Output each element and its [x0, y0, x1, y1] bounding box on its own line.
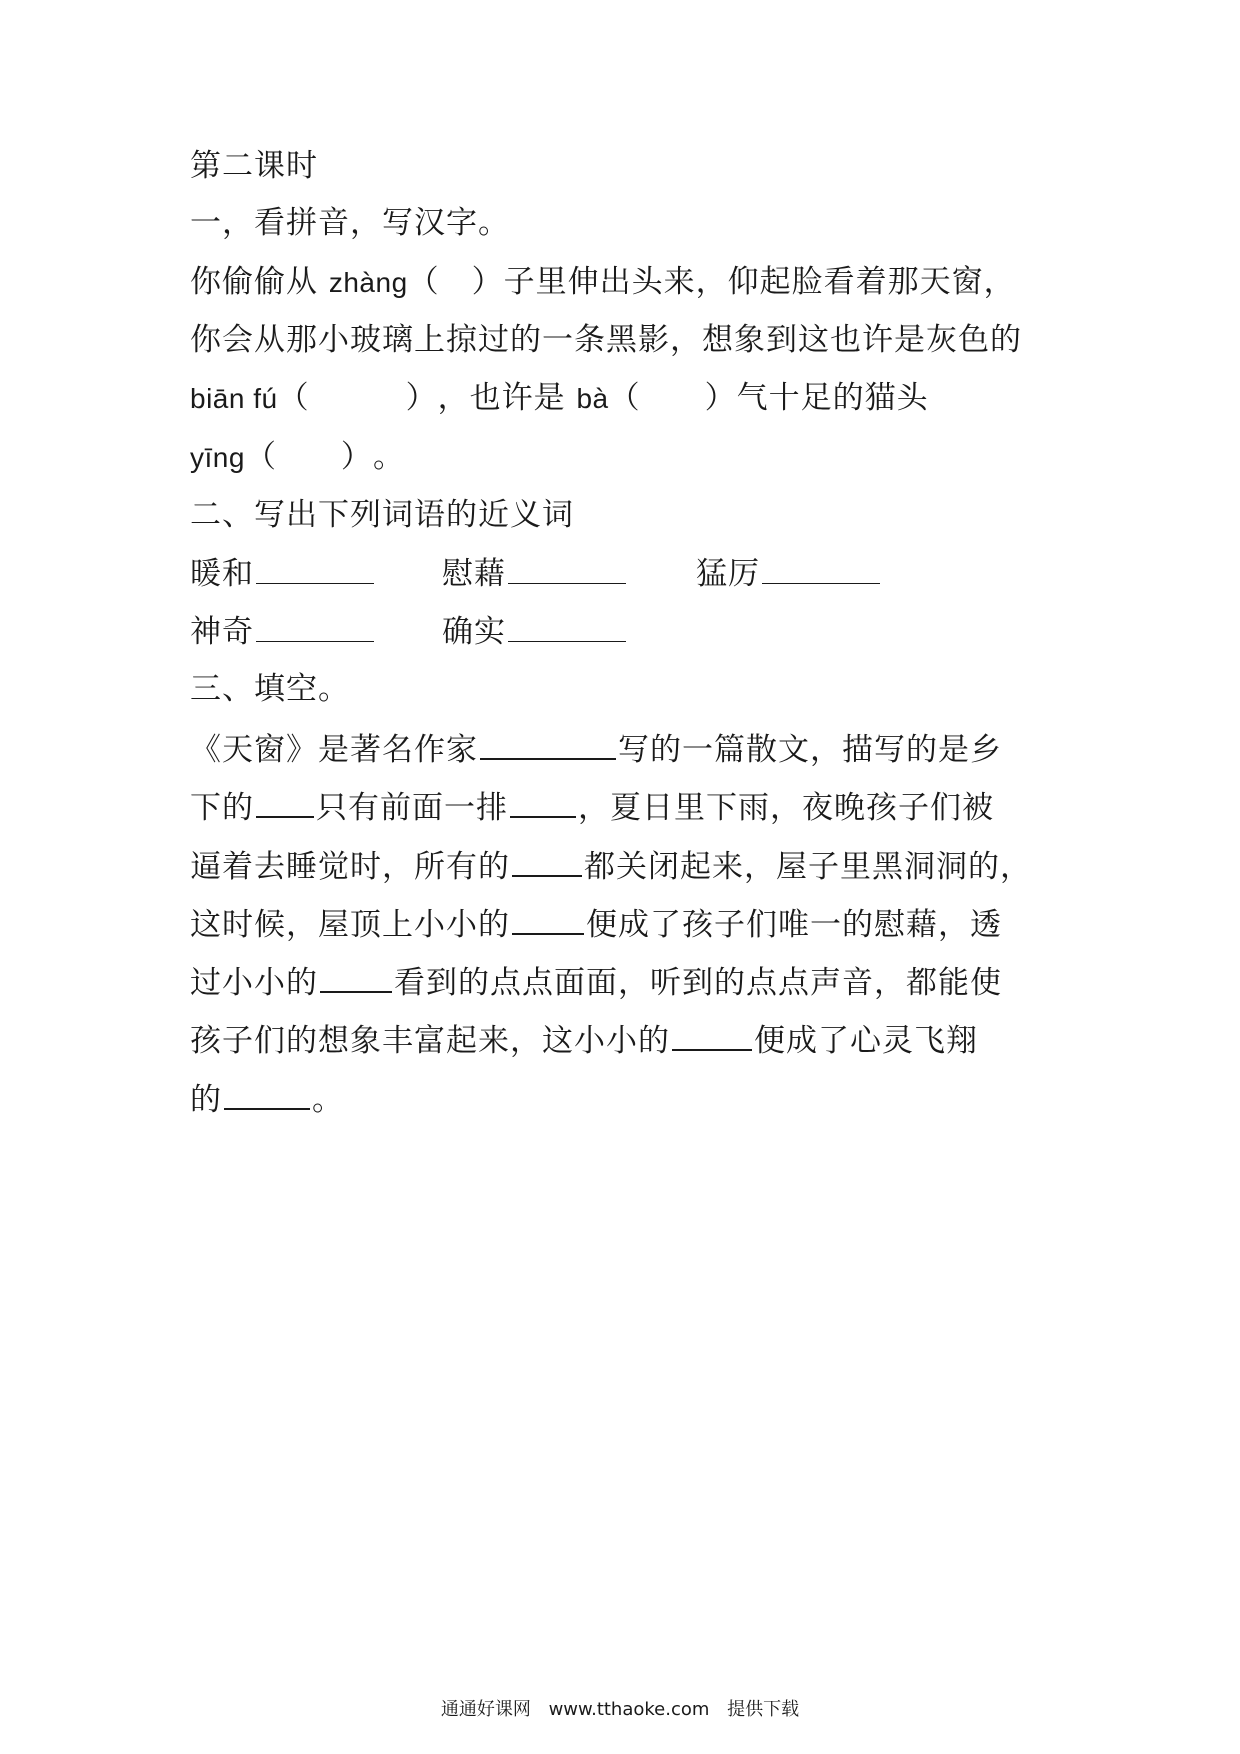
answer-paren[interactable]: （ ） [407, 264, 504, 300]
lesson-title: 第二课时 [190, 148, 318, 184]
synonym-item: 猛厉 [696, 553, 882, 594]
fill-line: 这时候，屋顶上小小的 便成了孩子们唯一的慰藉，透 [190, 903, 1002, 945]
answer-blank[interactable] [762, 553, 880, 584]
synonym-item: 神奇 [190, 611, 376, 652]
section2-heading: 二、写出下列词语的近义词 [190, 497, 574, 533]
pinyin-ying: yīng [190, 442, 245, 473]
synonym-item: 暖和 [190, 553, 376, 594]
fill-line: 过小小的 看到的点点面面，听到的点点声音，都能使 [190, 961, 1002, 1003]
pinyin-ba: bà [576, 383, 609, 414]
pinyin-zhang: zhàng [328, 267, 408, 298]
answer-paren[interactable]: （ ） [608, 380, 737, 416]
answer-blank[interactable] [672, 1019, 752, 1051]
fill-line: 下的 只有前面一排 ，夏日里下雨，夜晚孩子们被 [190, 786, 994, 828]
answer-blank[interactable] [512, 845, 582, 877]
synonym-item: 慰藉 [442, 553, 628, 594]
answer-blank[interactable] [508, 553, 626, 584]
answer-paren[interactable]: （ ） [244, 439, 373, 475]
section3-heading: 三、填空。 [190, 671, 350, 707]
section1-heading: 一，看拼音，写汉字。 [190, 205, 510, 241]
answer-blank[interactable] [512, 903, 584, 935]
answer-paren[interactable]: （ ） [277, 380, 438, 416]
footer-url[interactable]: www.tthaoke.com [548, 1699, 710, 1720]
synonym-item: 确实 [442, 611, 628, 652]
fill-line: 孩子们的想象丰富起来，这小小的 便成了心灵飞翔 [190, 1019, 978, 1061]
footer-note: 提供下载 [727, 1699, 800, 1720]
answer-blank[interactable] [256, 786, 314, 818]
answer-blank[interactable] [508, 611, 626, 642]
section1-line1: 你偷偷从 zhàng（ ）子里伸出头来，仰起脸看着那天窗， [190, 264, 1016, 300]
section1-line4: yīng（ ）。 [190, 439, 405, 475]
fill-line: 《天窗》是著名作家 写的一篇散文，描写的是乡 [190, 728, 1002, 770]
page-footer [0, 1698, 1240, 1722]
section1-line2: 你会从那小玻璃上掠过的一条黑影，想象到这也许是灰色的 [190, 322, 1022, 358]
fill-line: 的 。 [190, 1078, 344, 1120]
answer-blank[interactable] [256, 611, 374, 642]
section1-line3: biān fú（ ），也许是 bà（ ）气十足的猫头 [190, 380, 929, 416]
answer-blank[interactable] [256, 553, 374, 584]
answer-blank[interactable] [510, 786, 576, 818]
answer-blank[interactable] [224, 1078, 310, 1110]
answer-blank[interactable] [320, 961, 392, 993]
pinyin-bianfu: biān fú [190, 383, 278, 414]
fill-line: 逼着去睡觉时，所有的 都关闭起来，屋子里黑洞洞的， [190, 845, 1032, 887]
answer-blank[interactable] [480, 728, 616, 760]
footer-site-name: 通通好课网 [440, 1699, 531, 1720]
